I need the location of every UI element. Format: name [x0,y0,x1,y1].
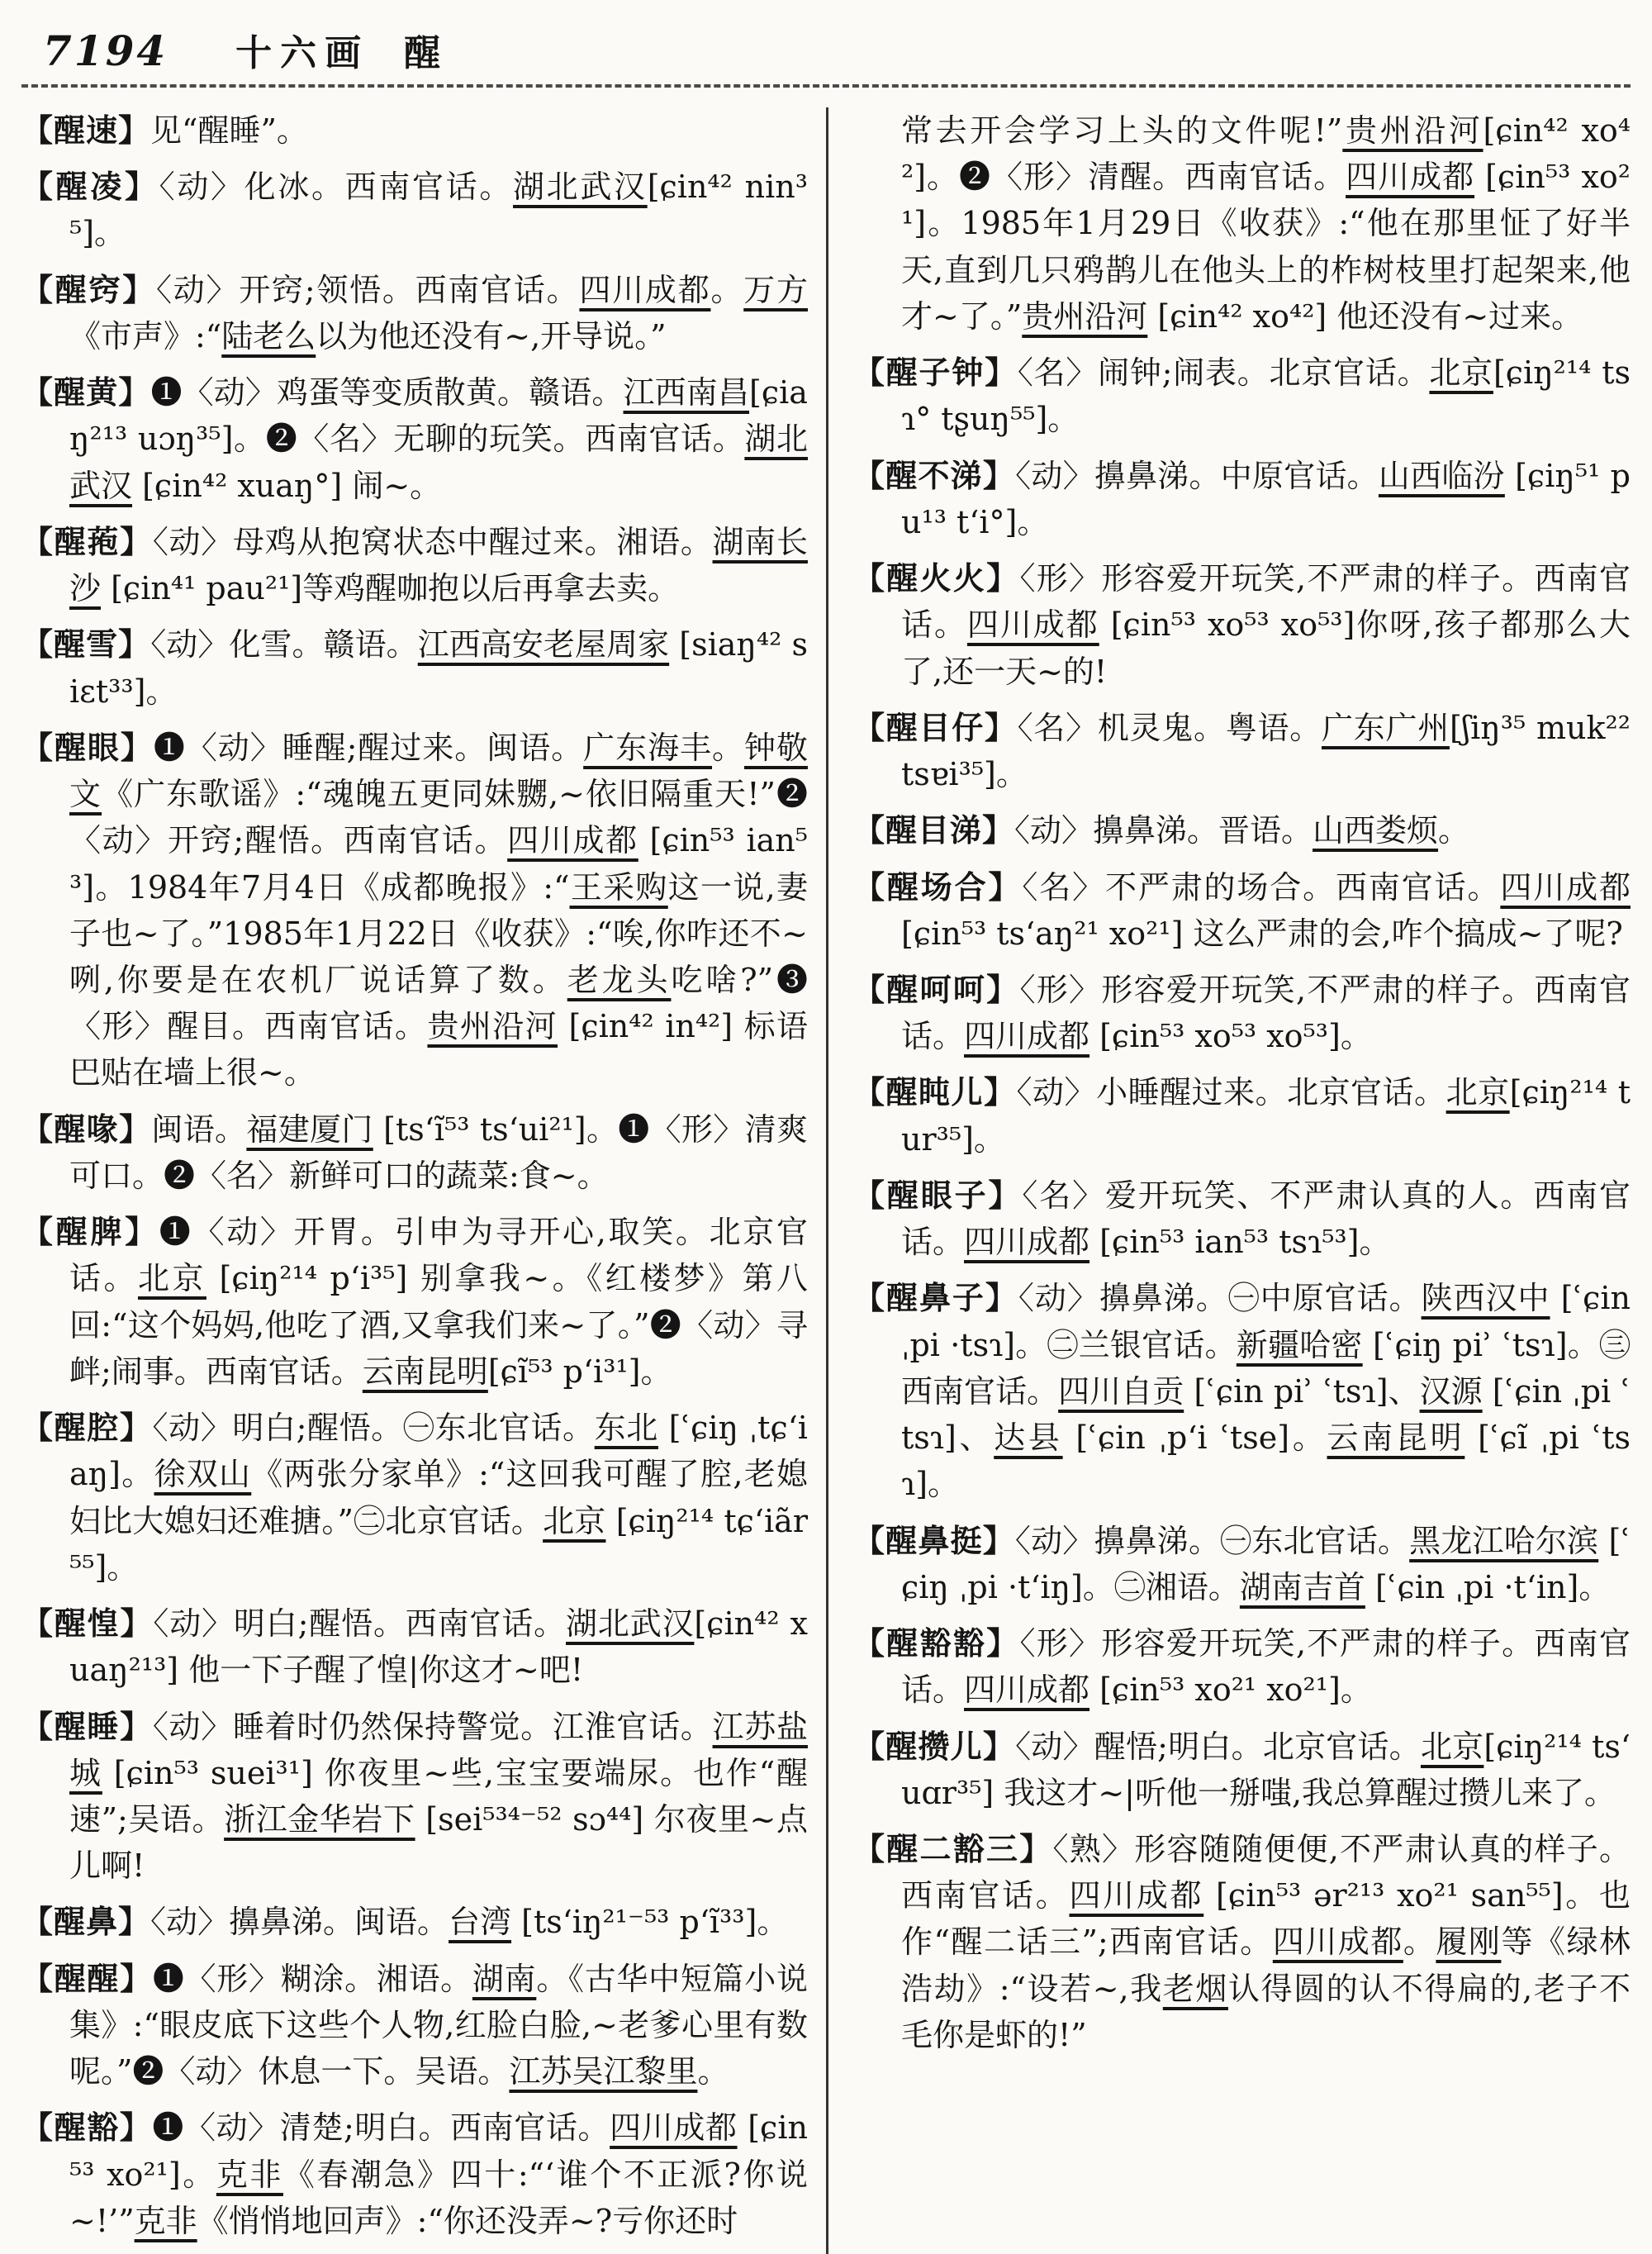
proper-noun: 达县 [994,1419,1063,1457]
proper-noun: 四川成都 [1346,159,1475,196]
entry-text: [ʿɕin ˌpi ·tʻin]。 [1365,1568,1611,1605]
entry-text: 〈动〉擤鼻涕。中原官话。 [1015,457,1379,494]
entry-text: 〈动〉擤鼻涕。㊀东北官话。 [1014,1522,1410,1559]
entry-headword: 【醒醒】 [21,1959,153,1997]
entry-headword: 【醒惶】 [21,1605,154,1643]
proper-noun: 贵州沿河 [1022,297,1148,335]
entry-text: [ʃiŋ³⁵ muk²² tsɐi³⁵]。 [901,709,1631,793]
entry-text: [ɕin⁵³ tsʻaŋ²¹ xo²¹] 这么严肃的会,咋个搞成~了呢? [901,915,1623,952]
proper-noun: 北京 [1429,354,1493,392]
proper-noun: 四川成都 [507,822,638,859]
entry-text: [ɕin⁵³ ian⁵³ tsɿ⁵³]。 [1089,1224,1391,1261]
entry-headword: 【醒二豁三】 [853,1829,1053,1867]
entry-text: 〈动〉小睡醒过来。北京官话。 [1016,1074,1446,1111]
entry-text: 。 [1438,812,1470,849]
proper-noun: 四川成都 [579,271,711,308]
entry-text: ❶〈动〉鸡蛋等变质散黄。赣语。 [150,374,624,411]
entry-text: 。《古华中短篇小说集》:“眼皮底下这些个人物,红脸白脸,~老爹心里有数呢。”❷〈动〉休息一下。吴语。 [69,1960,808,2090]
entry-text: [ɕĩ⁵³ pʻi³¹]。 [487,1353,672,1390]
entry-text: 〈名〉爱开玩笑、不严肃认真的人。西南官话。 [901,1177,1631,1261]
dictionary-entry [21,725,808,1096]
proper-noun: 四川成都 [610,2109,738,2147]
proper-noun: 四川成都 [1069,1877,1204,1914]
entry-headword: 【醒目涕】 [853,811,1015,849]
entry-text: [tsʻiŋ²¹⁻⁵³ pʻĩ³³]。 [511,1904,789,1941]
proper-noun: 广东广州 [1322,709,1450,746]
proper-noun: 江苏盐城 [69,1708,808,1791]
entry-text: ❶〈动〉开胃。引申为寻开心,取笑。北京官话。 [69,1214,808,1297]
entry-text: [tsʻĩ⁵³ tsʻui²¹]。❶〈形〉清爽可口。❷〈名〉新鲜可口的蔬菜:食~。 [69,1110,808,1194]
proper-noun: 履刚 [1436,1924,1502,1961]
entry-text: [ɕin⁴¹ pau²¹]等鸡醒咖抱以后再拿去卖。 [101,570,680,607]
entry-text: 〈动〉明白;醒悟。西南官话。 [153,1605,567,1643]
entry-text: ❶〈形〉糊涂。湘语。 [152,1960,472,1997]
entry-headword: 【醒凌】 [21,168,159,206]
proper-noun: 陆老么 [221,317,316,354]
entry-text: [ɕin⁵³ ər²¹³ xo²¹ san⁵⁵]。也作“醒二话三”;西南官话。 [901,1877,1631,1961]
page-number: 7194 [43,26,169,75]
stroke-count-section: 十六画 [235,32,370,74]
entry-text: 《两张分家单》:“这回我可醒了腔,老媳妇比大媳妇还难搪。”㊁北京官话。 [69,1456,808,1539]
dictionary-entry [21,1899,808,1945]
entry-text: 〈动〉擤鼻涕。㊀中原官话。 [1018,1280,1422,1317]
proper-noun: 万方 [743,271,808,308]
entry-text: [ɕiŋ⁵¹ pu¹³ tʻi°]。 [901,457,1631,540]
proper-noun: 克非 [216,2156,283,2193]
entry-text: [ɕin⁵³ xo⁵³ xo⁵³]。 [1089,1018,1372,1055]
proper-noun: 四川成都 [964,1224,1090,1261]
dictionary-entry [853,1172,1631,1265]
entry-headword: 【醒速】 [21,112,151,149]
proper-noun: 云南昆明 [1327,1419,1465,1457]
entry-headword: 【醒眼子】 [853,1176,1023,1214]
left-column [21,107,826,2254]
entry-text: 《悄悄地回声》:“你还没弄~?亏你还时 [197,2202,738,2239]
entry-headword: 【醒菢】 [21,522,153,560]
entry-headword: 【醒鼻挺】 [853,1521,1015,1559]
entry-text: 〈动〉明白;醒悟。㊀东北官话。 [152,1410,595,1447]
entry-headword: 【醒攒儿】 [853,1727,1016,1765]
dictionary-entry [853,864,1631,957]
entry-text: 常去开会学习上头的文件呢!” [901,112,1343,149]
entry-text: [ɕiaŋ²¹³ uɔŋ³⁵]。❷〈名〉无聊的玩笑。西南官话。 [69,374,808,458]
entry-text: 。 [712,729,744,766]
proper-noun: 江苏吴江黎里 [509,2053,698,2090]
entry-text: [ʿɕin ˌpi ʿtsɿ]、 [901,1372,1631,1457]
entry-text: [siaŋ⁴² siɛt³³]。 [69,626,808,710]
entry-text: [ɕin⁵³ suei³¹] 你夜里~些,宝宝要端尿。也作“醒速”;吴语。 [69,1754,808,1838]
entry-text: 。 [697,2053,729,2090]
entry-headword: 【醒子钟】 [853,354,1018,392]
right-column [826,107,1631,2254]
entry-headword: 【醒场合】 [853,868,1023,906]
entry-text: [ɕin⁴² nin³⁵]。 [69,169,808,252]
dictionary-entry [853,1275,1631,1507]
entry-headword: 【醒豁豁】 [853,1624,1020,1662]
entry-text: 认得圆的认不得扁的,老子不毛你是虾的!” [901,1970,1631,2053]
proper-noun: 山西临汾 [1378,457,1505,494]
entry-headword: 【醒黄】 [21,373,151,411]
entry-text: 〈动〉化冰。西南官话。 [159,169,514,206]
dictionary-entry [853,1620,1631,1713]
header-divider-rule [21,84,1631,88]
entry-text: 〈动〉睡着时仍然保持警觉。江淮官话。 [152,1708,713,1745]
entry-text: [ɕin⁵³ ian⁵³]。1984年7月4日《成都晚报》:“ [69,822,809,906]
entry-text: ❶〈动〉睡醒;醒过来。闽语。 [153,729,584,766]
entry-text: [ɕiŋ²¹⁴ pʻi³⁵] 别拿我~。《红楼梦》第八回:“这个妈妈,他吃了酒,又拿我们来~了。”❷〈动〉寻衅;闹事。西南官话。 [69,1260,808,1390]
entry-text: 〈动〉擤鼻涕。晋语。 [1014,812,1313,849]
proper-noun: 贵州沿河 [1342,112,1483,149]
entry-text: [ʿɕin ˌpʻi ʿtse]。 [1062,1419,1327,1457]
dictionary-entry [853,1518,1631,1610]
proper-noun: 东北 [594,1410,658,1447]
entry-text: [ɕin⁴² xuaŋ°] 闹~。 [132,467,442,504]
dictionary-entry [853,350,1631,442]
dictionary-entry [21,267,808,359]
entry-text: [ɕiŋ²¹⁴ tsɿ° tʂuŋ⁵⁵]。 [901,354,1631,438]
entry-text: 〈动〉母鸡从抱窝状态中醒过来。湘语。 [152,523,713,560]
entry-headword: 【醒呵呵】 [853,970,1020,1008]
dictionary-entry [21,369,808,509]
entry-text: 〈动〉化雪。赣语。 [150,626,418,663]
entry-text: 〈形〉形容爱开玩笑,不严肃的样子。西南官话。 [901,971,1631,1055]
proper-noun: 湖北武汉 [513,169,648,206]
entry-text: 《春潮急》四十:“‘谁个不正派?你说~!’” [69,2156,808,2239]
dictionary-entry [853,555,1631,695]
entry-text: [ɕin⁵³ xo²¹]。 [69,2109,808,2193]
proper-noun: 山西娄烦 [1313,812,1439,849]
proper-noun: 四川成都 [1272,1924,1403,1961]
proper-noun: 贵州沿河 [427,1008,558,1045]
proper-noun: 老龙头 [567,961,672,998]
entry-text: [ʿɕiŋ piʾ ʿtsɿ]。㊂西南官话。 [901,1326,1631,1410]
dictionary-entry [21,1209,808,1395]
entry-continuation [853,107,1631,340]
entry-text: 。 [1403,1924,1436,1961]
entry-text: [ɕiŋ²¹⁴ tɕʻiãr⁵⁵]。 [69,1502,808,1586]
proper-noun: 黑龙江哈尔滨 [1409,1522,1599,1559]
proper-noun: 四川成都 [964,1018,1090,1055]
dictionary-entry [21,107,808,154]
entry-text: 〈形〉形容爱开玩笑,不严肃的样子。西南官话。 [901,560,1631,644]
entry-text: 〈动〉擤鼻涕。闽语。 [150,1904,449,1941]
entry-text: [ʿɕin piʾ ʿtsɿ]、 [1184,1372,1420,1410]
dictionary-entry [853,705,1631,797]
dictionary-entry [21,1405,808,1591]
entry-headword: 【醒火火】 [853,559,1020,597]
entry-text: 吃啥?”❸〈形〉醒目。西南官话。 [69,961,808,1045]
proper-noun: 四川成都 [966,606,1099,644]
entry-text: [ɕin⁴² xuaŋ²¹³] 他一下子醒了惶|你这才~吧! [69,1605,808,1689]
text-columns [21,107,1631,2254]
entry-text: 〈动〉开窍;领悟。西南官话。 [156,271,580,308]
entry-headword: 【醒喙】 [21,1110,152,1148]
proper-noun: 云南昆明 [362,1353,488,1390]
entry-headword: 【醒盹儿】 [853,1073,1017,1111]
entry-text: [ʿɕin ˌpi ·tsɿ]。㊁兰银官话。 [901,1280,1631,1363]
proper-noun: 江西南昌 [623,374,750,411]
entry-text: [ɕiŋ²¹⁴ tur³⁵]。 [901,1074,1631,1158]
entry-headword: 【醒鼻子】 [853,1279,1018,1317]
dictionary-entry [853,807,1631,854]
entry-headword: 【醒不涕】 [853,456,1016,494]
entry-text: 。 [710,271,744,308]
entry-text: [ʿɕiŋ ˌtɕʻiaŋ]。 [69,1410,808,1493]
dictionary-entry [21,1704,808,1890]
proper-noun: 老烟 [1162,1970,1228,2007]
entry-text: [ʿɕĩ ˌpi ʿtsɿ]。 [901,1419,1631,1503]
dictionary-entry [21,1106,808,1199]
dictionary-entry [21,519,808,611]
proper-noun: 福建厦门 [246,1110,373,1148]
entry-text: 以为他还没有~,开导说。” [316,317,667,354]
entry-headword: 【醒窍】 [21,270,157,308]
entry-text: 〈熟〉形容随随便便,不严肃认真的样子。西南官话。 [901,1830,1631,1914]
dictionary-entry [853,1069,1631,1162]
proper-noun: 北京 [543,1502,606,1539]
entry-headword: 【醒睡】 [21,1707,153,1745]
entry-text: 见“醒睡”。 [150,112,308,149]
entry-headword: 【醒豁】 [21,2109,153,2147]
entry-text: [ɕin⁵³ xo²¹ xo²¹]。 [1089,1671,1372,1709]
entry-headword: 【醒目仔】 [853,708,1018,746]
dictionary-entry [21,2104,808,2244]
proper-noun: 徐双山 [154,1456,252,1493]
proper-noun: 台湾 [449,1904,512,1941]
entry-headword: 【醒腔】 [21,1409,153,1447]
entry-text: [ɕin⁵³ xo²¹]。1985年1月29日《收获》:“他在那里怔了好半天,直到几只鸦鹊儿在他头上的柞树枝里打起架来,他才~了。” [901,159,1631,335]
entry-text: 〈名〉闹钟;闹表。北京官话。 [1017,354,1430,392]
section-head-character: 醒 [404,32,441,74]
proper-noun: 湖北武汉 [566,1605,695,1643]
entry-text: 等《绿林浩劫》:“设若~,我 [901,1924,1631,2007]
dictionary-entry [21,164,808,256]
entry-text: 这一说,妻子也~了。”1985年1月22日《收获》:“唉,你咋还不~咧,你要是在农机厂说话算了数。 [69,868,808,998]
proper-noun: 湖南长沙 [69,523,808,607]
proper-noun: 北京 [137,1260,206,1297]
entry-text: 〈动〉醒悟;明白。北京官话。 [1015,1728,1421,1765]
proper-noun: 汉源 [1419,1372,1483,1410]
entry-headword: 【醒雪】 [21,625,151,663]
entry-text: 《广东歌谣》:“魂魄五更同妹嬲,~依旧隔重天!”❷〈动〉开窍;醒悟。西南官话。 [69,776,808,859]
proper-noun: 湖南 [472,1960,537,1997]
entry-headword: 【醒眼】 [21,728,154,766]
entry-text: 《市声》:“ [69,317,222,354]
entry-text: [ɕin⁴² in⁴²] 标语巴贴在墙上很~。 [69,1008,808,1091]
entry-text: 〈名〉不严肃的场合。西南官话。 [1022,868,1501,906]
entry-text: [ʿɕiŋ ˌpi ·tʻiŋ]。㊁湘语。 [901,1522,1631,1605]
proper-noun: 湖北武汉 [69,421,808,504]
proper-noun: 江西高安老屋周家 [417,626,670,663]
proper-noun: 四川自贡 [1058,1372,1184,1410]
proper-noun: 北京 [1446,1074,1510,1111]
entry-text: [sei⁵³⁴⁻⁵² sɔ⁴⁴] 尔夜里~点儿啊! [69,1800,808,1885]
entry-text: [ɕin⁴² xo⁴²]。❷〈形〉清醒。西南官话。 [901,112,1631,196]
proper-noun: 湖南吉首 [1239,1568,1365,1605]
dictionary-entry [853,453,1631,545]
entry-headword: 【醒脾】 [21,1213,159,1251]
entry-headword: 【醒鼻】 [21,1903,151,1941]
proper-noun: 陕西汉中 [1421,1280,1550,1317]
proper-noun: 王采购 [569,868,668,906]
proper-noun: 北京 [1420,1728,1484,1765]
page-header [43,23,1631,76]
dictionary-entry [853,1724,1631,1816]
dictionary-entry [853,1826,1631,2058]
dictionary-entry [853,967,1631,1059]
proper-noun: 克非 [134,2202,197,2239]
proper-noun: 四川成都 [1500,868,1631,906]
entry-text: [ɕiŋ²¹⁴ tsʻuɑr³⁵] 我这才~|听他一掰嗤,我总算醒过攒儿来了。 [901,1728,1631,1811]
dictionary-entry [21,1956,808,2095]
proper-noun: 新疆哈密 [1236,1326,1363,1363]
entry-text: 〈形〉形容爱开玩笑,不严肃的样子。西南官话。 [901,1625,1631,1709]
entry-text: [ɕin⁴² xo⁴²] 他还没有~过来。 [1147,297,1583,335]
dictionary-entry [21,1600,808,1693]
proper-noun: 浙江金华岩下 [224,1800,415,1838]
proper-noun: 四川成都 [964,1671,1090,1709]
entry-text: 〈名〉机灵鬼。粤语。 [1017,709,1322,746]
entry-text: ❶〈动〉清楚;明白。西南官话。 [152,2109,610,2147]
proper-noun: 钟敬文 [69,729,808,813]
dictionary-entry [21,621,808,714]
entry-text: 闽语。 [151,1110,247,1148]
entry-text: [ɕin⁵³ xo⁵³ xo⁵³]你呀,孩子都那么大了,还一天~的! [901,606,1631,690]
proper-noun: 广东海丰 [583,729,713,766]
